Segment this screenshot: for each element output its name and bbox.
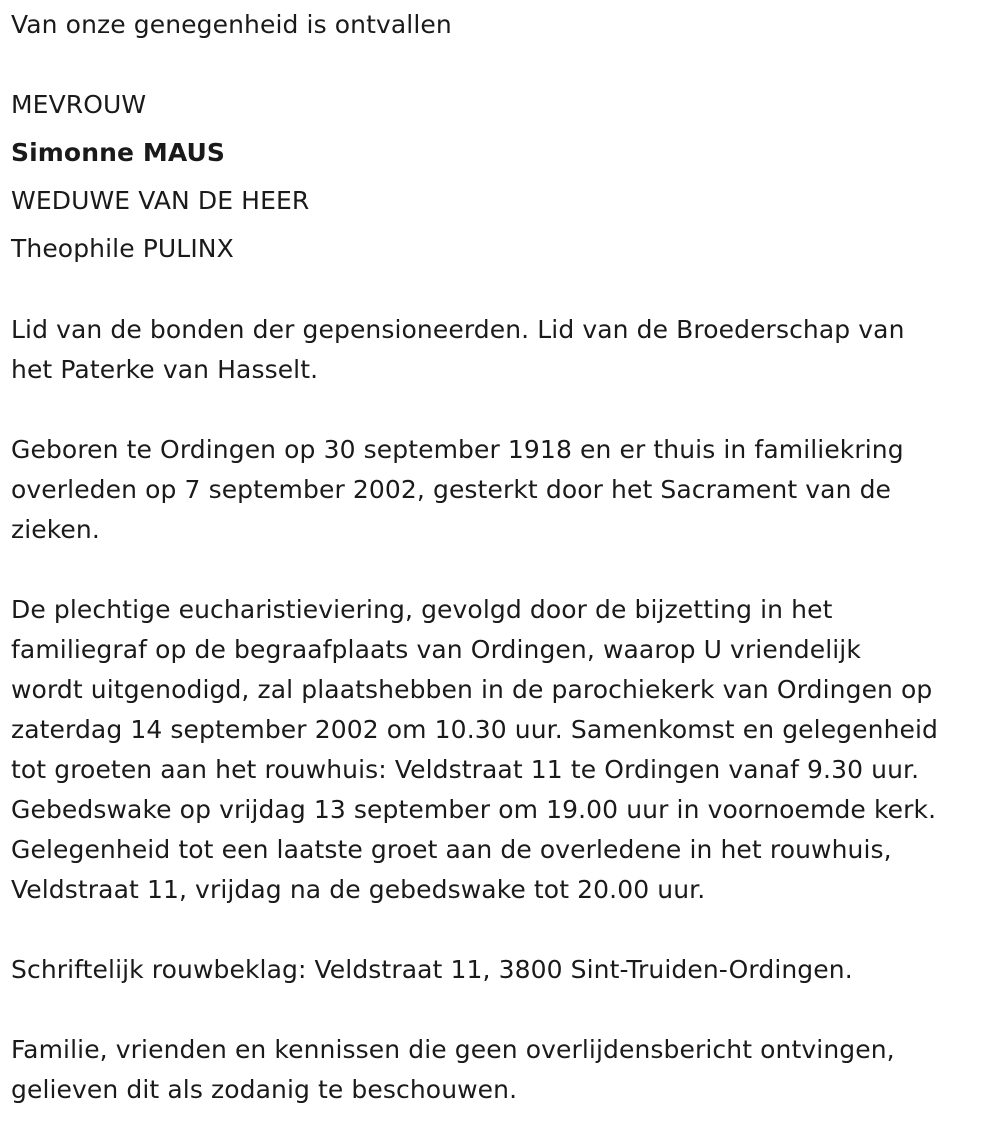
spouse-name: Theophile PULINX [11,234,234,263]
birth-death-paragraph [11,430,989,550]
relation-line: WEDUWE VAN DE HEER [11,186,310,215]
memberships-paragraph [11,310,989,390]
deceased-name: Simonne MAUS [11,138,226,167]
closing-paragraph [11,1030,989,1110]
memberships-line: Lid van de bonden der gepensioneerden. Lid van de Broederschap van [11,315,905,344]
closing-line: gelieven dit als zodanig te beschouwen. [11,1075,518,1104]
condolence-line: Schriftelijk rouwbeklag: Veldstraat 11, 3800 Sint-Truiden-Ordingen. [11,955,853,984]
ceremony-line: wordt uitgenodigd, zal plaatshebben in de parochiekerk van Ordingen op [11,675,933,704]
birth-death-line: overleden op 7 september 2002, gesterkt door het Sacrament van de [11,475,892,504]
closing-line: Familie, vrienden en kennissen die geen overlijdensbericht ontvingen, [11,1035,895,1064]
condolence-paragraph [11,950,989,990]
ceremony-line: Gebedswake op vrijdag 13 september om 19.00 uur in voornoemde kerk. [11,795,937,824]
ceremony-line: zaterdag 14 september 2002 om 10.30 uur. Samenkomst en gelegenheid [11,715,939,744]
title-prefix: MEVROUW [11,90,147,119]
ceremony-line: De plechtige eucharistieviering, gevolgd door de bijzetting in het [11,595,833,624]
ceremony-line: Veldstraat 11, vrijdag na de gebedswake tot 20.00 uur. [11,875,706,904]
memberships-line: het Paterke van Hasselt. [11,355,319,384]
ceremony-paragraph [11,590,989,910]
birth-death-line: zieken. [11,515,100,544]
ceremony-line: tot groeten aan het rouwhuis: Veldstraat 11 te Ordingen vanaf 9.30 uur. [11,755,920,784]
intro-line: Van onze genegenheid is ontvallen [11,10,452,39]
ceremony-line: Gelegenheid tot een laatste groet aan de overledene in het rouwhuis, [11,835,892,864]
ceremony-line: familiegraf op de begraafplaats van Ordingen, waarop U vriendelijk [11,635,861,664]
birth-death-line: Geboren te Ordingen op 30 september 1918 en er thuis in familiekring [11,435,904,464]
